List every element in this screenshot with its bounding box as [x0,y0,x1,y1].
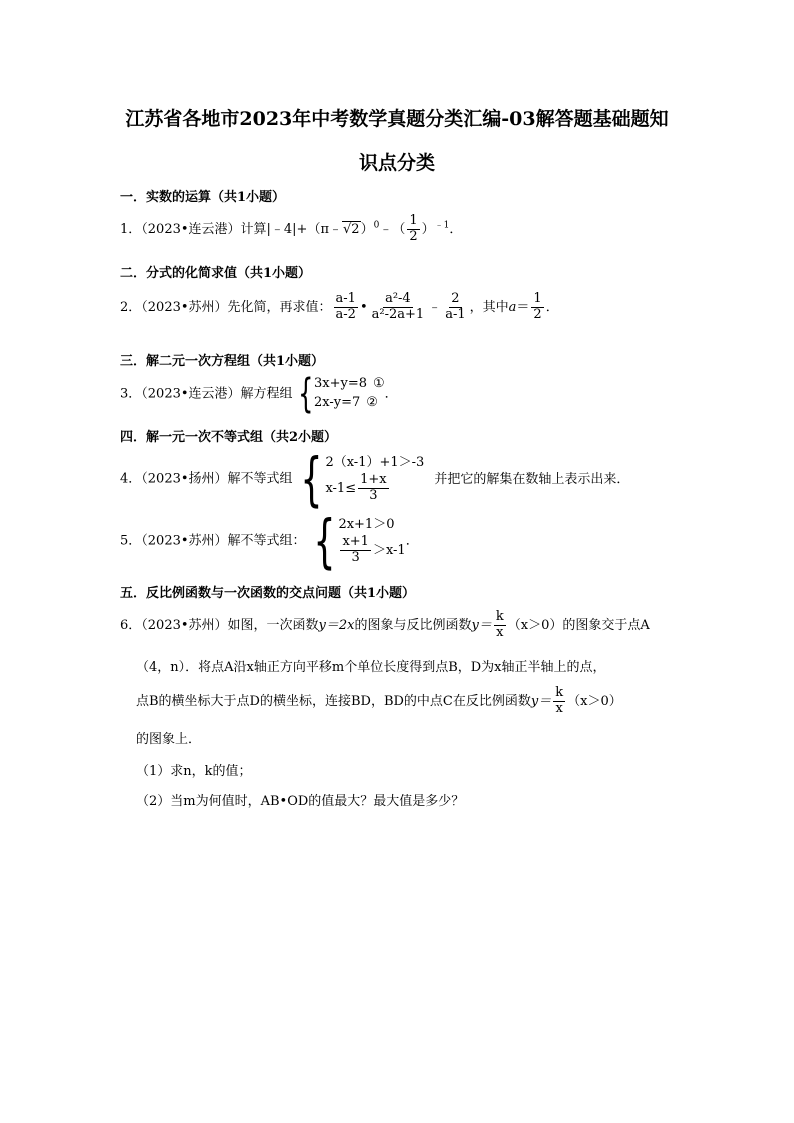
q2-dot: • [359,299,368,315]
question-1 [120,214,462,245]
q3-eq2: 2x-y=7 [313,395,361,410]
q2-f1-den: a-2 [335,306,356,322]
question-4 [120,445,630,513]
q4-system [293,445,425,513]
q2-f3-den: a-1 [445,306,466,322]
q2-v-den: 2 [533,306,542,322]
q1-end: ． [449,221,463,237]
q4-prefix: 4．（2023•扬州）解不等式组 [120,471,293,487]
q2-v-num: 1 [533,291,542,306]
question-2 [120,292,559,323]
left-brace: { [297,371,313,417]
title-line-1: 江苏省各地市2023年中考数学真题分类汇编-03解答题基础题知 [125,108,669,130]
question-6-line-3 [136,686,622,717]
q2-value [531,292,543,323]
q1-close: ） [421,221,435,237]
q5-end: ． [405,533,419,549]
q1-prefix: 1．（2023•连云港）计算|﹣4|+（π﹣ [120,221,342,237]
q6-l1b: y＝2x [318,617,355,633]
q3-prefix: 3．（2023•连云港）解方程组 [120,386,293,402]
q5-frac [340,535,371,566]
q4-ineq2 [325,473,424,504]
title-line-2: 识点分类 [358,152,435,174]
q1-sqrt: √2 [343,221,360,237]
q5-prefix: 5．（2023•苏州）解不等式组： [120,533,306,549]
q2-prefix: 2．（2023•苏州）先化简，再求值： [120,299,332,315]
q5-num: x+1 [342,533,369,549]
q1-exp0: 0 [373,220,380,231]
q6-frac-2 [553,686,565,717]
q6-k: k [495,609,504,624]
q3-eq1-row [314,375,385,394]
question-6-sub-2: （2）当m为何值时，AB•OD的值最大？最大值是多少？ [136,794,465,809]
q6-l1d: y＝ [471,617,492,633]
q6-x: x [496,624,504,640]
question-6-line-1 [120,610,650,641]
question-6-sub-1: （1）求n，k的值； [136,764,252,779]
section-heading-2: 二．分式的化简求值（共1小题） [120,266,312,281]
q4-frac [358,473,389,504]
q2-f2-num: a²-4 [385,291,411,306]
section-heading-1: 一．实数的运算（共1小题） [120,190,286,205]
q2-f2-den: a²-2a+1 [371,306,425,322]
q5-ineq2 [338,535,405,566]
q6-l1e: （x＞0）的图象交于点A [507,617,650,633]
q6-k2: k [555,685,564,700]
question-3 [120,371,398,417]
q4-den: 3 [369,487,378,503]
q1-minus: ﹣（ [379,221,406,237]
left-brace: { [299,445,323,513]
q2-end: ． [545,299,559,315]
section-heading-4: 四．解一元一次不等式组（共2小题） [120,430,338,445]
question-5 [120,507,419,575]
q1-den: 2 [409,228,418,244]
q1-fraction [407,214,419,245]
q3-c1: ① [373,376,385,392]
q3-eq1: 3x+y=8 [313,376,367,392]
q4-ineq2-left: x-1≤ [325,480,357,496]
question-6-line-2: （4，n）．将点A沿x轴正方向平移m个单位长度得到点B，D为x轴正半轴上的点， [136,660,606,675]
q2-eq: ＝ [516,299,530,315]
q6-frac-1 [494,610,506,641]
q2-frac-1 [334,292,358,323]
q4-num: 1+x [360,471,387,487]
section-heading-5: 五．反比例函数与一次函数的交点问题（共1小题） [120,586,416,601]
q4-ineq1: 2（x-1）+1＞-3 [325,455,425,471]
q2-where: ，其中 [469,299,509,315]
question-6-line-4: 的图象上． [136,732,202,747]
q6-x2: x [555,700,563,716]
q4-suffix: 并把它的解集在数轴上表示出来． [434,471,630,487]
q5-den: 3 [351,549,360,565]
q2-f1-num: a-1 [335,291,356,306]
q5-system [306,507,406,575]
q3-end: ． [384,386,398,402]
q6-l3a: 点B的横坐标大于点D的横坐标，连接BD，BD的中点C在反比例函数 [136,693,531,709]
q3-c2: ② [366,395,378,410]
q5-rest: ＞x-1 [372,542,406,558]
q6-l1c: 的图象与反比例函数 [354,617,472,633]
q2-frac-3 [443,292,467,323]
q1-num: 1 [409,213,418,228]
q6-l3c: （x＞0） [567,693,622,709]
q6-l3b: y＝ [530,693,552,709]
q2-a: a [508,299,517,315]
q2-f3-num: 2 [451,291,460,306]
q1-mid: ） [360,221,374,237]
q2-minus: ﹣ [428,299,442,315]
q1-expn1: ﹣1 [434,220,450,231]
q3-system [293,371,385,417]
left-brace: { [312,507,336,575]
section-heading-3: 三．解二元一次方程组（共1小题） [120,354,325,369]
q3-eq2-row [314,394,385,413]
q6-l1a: 6．（2023•苏州）如图，一次函数 [120,617,319,633]
q2-frac-2 [370,292,427,323]
q5-ineq1: 2x+1＞0 [338,517,395,533]
